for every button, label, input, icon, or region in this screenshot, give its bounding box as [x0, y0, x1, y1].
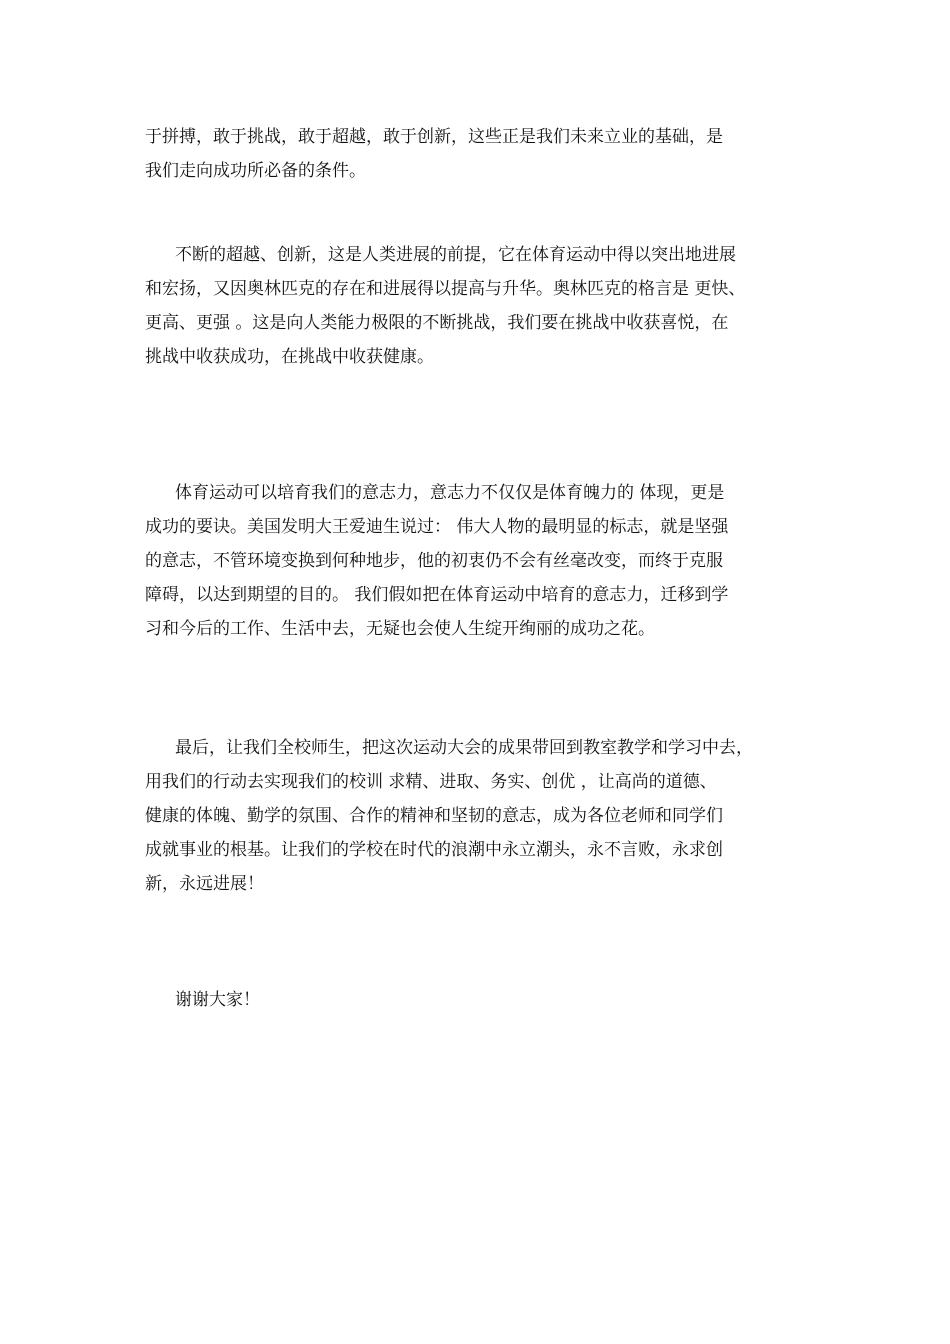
paragraph-line: 成功的要诀。美国发明大王爱迪生说过： 伟大人物的最明显的标志，就是坚强 — [145, 517, 729, 537]
paragraph-line: 的意志，不管环境变换到何种地步，他的初衷仍不会有丝毫改变，而终于克服 — [145, 551, 723, 571]
paragraph-line: 和宏扬，又因奥林匹克的存在和进展得以提高与升华。奥林匹克的格言是 更快、 — [145, 279, 746, 299]
paragraph-line: 更高、更强 。这是向人类能力极限的不断挑战，我们要在挑战中收获喜悦，在 — [145, 313, 729, 333]
closing-paragraph — [145, 983, 825, 1017]
paragraph-line: 不断的超越、创新，这是人类进展的前提，它在体育运动中得以突出地进展 — [175, 245, 736, 265]
paragraph-line: 成就事业的根基。让我们的学校在时代的浪潮中永立潮头，永不言败，永求创 — [145, 840, 723, 860]
paragraph-line: 于拼搏，敢于挑战，敢于超越，敢于创新，这些正是我们未来立业的基础，是 — [145, 127, 723, 147]
paragraph-line: 用我们的行动去实现我们的校训 求精、进取、务实、创优 ，让高尚的道德、 — [145, 772, 717, 792]
paragraph-line: 健康的体魄、勤学的氛围、合作的精神和坚韧的意志，成为各位老师和同学们 — [145, 806, 723, 826]
paragraph-line: 新，永远进展！ — [145, 874, 264, 894]
paragraph-2 — [145, 238, 825, 374]
paragraph-line: 体育运动可以培育我们的意志力，意志力不仅仅是体育魄力的 体现，更是 — [175, 483, 725, 503]
paragraph-line: 我们走向成功所必备的条件。 — [145, 161, 366, 181]
paragraph-line: 障碍，以达到期望的目的。 我们假如把在体育运动中培育的意志力，迁移到学 — [145, 585, 729, 605]
paragraph-3 — [145, 476, 825, 646]
paragraph-1 — [145, 120, 825, 188]
closing-line: 谢谢大家！ — [175, 990, 260, 1010]
paragraph-line: 最后，让我们全校师生，把这次运动大会的成果带回到教室教学和学习中去， — [175, 738, 753, 758]
paragraph-line: 习和今后的工作、生活中去，无疑也会使人生绽开绚丽的成功之花。 — [145, 619, 655, 639]
paragraph-4 — [145, 731, 825, 901]
paragraph-line: 挑战中收获成功，在挑战中收获健康。 — [145, 347, 434, 367]
